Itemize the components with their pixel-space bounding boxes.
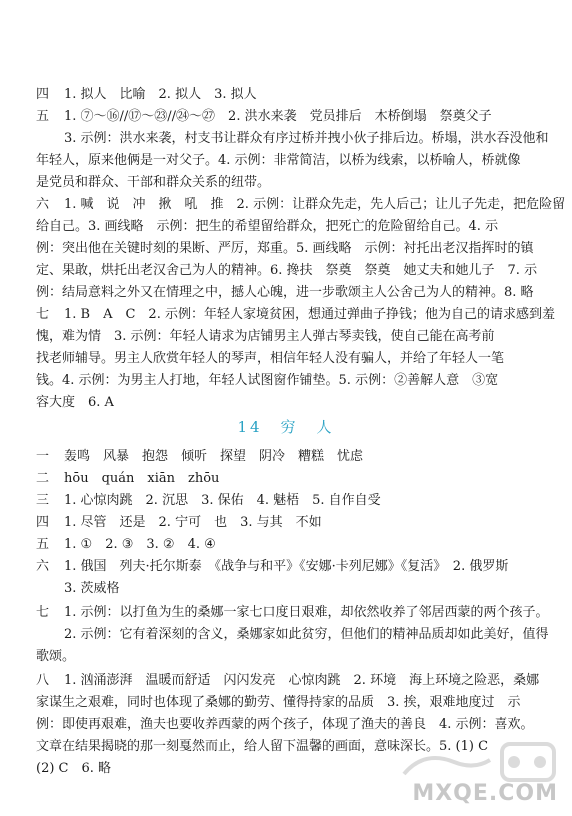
answer-line: 是党员和群众、干部和群众关系的纽带。	[36, 175, 271, 190]
answer-line: 给自己。3. 画线略 示例：把生的希望留给群众，把死亡的危险留给自己。4. 示	[36, 219, 499, 234]
answer-line: 例：突出他在关键时刻的果断、严厉，郑重。5. 画线略 示例：衬托出老汉指挥时的镇	[36, 241, 534, 256]
answer-line: 3. 示例：洪水来袭，村支书让群众有序过桥并拽小伙子排后边。桥塌，洪水吞没他和	[64, 131, 549, 146]
answer-line: 1. B A C 2. 示例：年轻人家境贫困，想通过弹曲子挣钱；他为自己的请求感到羞	[64, 307, 555, 322]
answer-line: 轰鸣 风暴 抱怨 倾听 探望 阴冷 糟糕 忧虑	[64, 449, 364, 464]
answer-line: 歌颂。	[36, 649, 76, 664]
answer-line: 愧，难为情 3. 示例：年轻人请求为店铺男主人弹古琴卖钱，使自己能在高考前	[36, 329, 495, 344]
section-label: 四	[36, 515, 50, 530]
answer-line: 1. 心惊肉跳 2. 沉思 3. 保佑 4. 魅梧 5. 自作自受	[64, 493, 381, 508]
watermark-text: MXQE.COM	[412, 781, 558, 806]
answer-line: 文章在结果揭晓的那一刻戛然而止，给人留下温馨的画面，意味深长。5. (1) C	[36, 739, 489, 754]
section-label: 五	[36, 537, 50, 552]
answer-line: 1. 俄国 列夫·托尔斯泰 《战争与和平》《安娜·卡列尼娜》《复活》 2. 俄罗斯	[64, 559, 509, 574]
answer-line: 1. 汹涌澎湃 温暖而舒适 闪闪发亮 心惊肉跳 2. 环境 海上环境之险恶，桑娜	[64, 673, 540, 688]
section-label: 五	[36, 109, 50, 124]
section-label: 八	[36, 673, 50, 688]
answer-line: 年轻人，原来他俩是一对父子。4. 示例：非常简洁，以桥为线索，以桥喻人，桥就像	[36, 153, 521, 168]
lesson-title: 14 穷 人	[237, 418, 335, 436]
section-label: 七	[36, 307, 50, 322]
section-label: 六	[36, 197, 50, 212]
answer-line: (2) C 6. 略	[36, 761, 112, 776]
answer-line: 钱。4. 示例：为男主人打地，年轻人试图窗作铺垫。5. 示例：②善解人意 ③宽	[36, 373, 499, 388]
section-label: 一	[36, 449, 50, 464]
section-label: 二	[36, 471, 50, 486]
answer-line: 容大度 6. A	[36, 395, 114, 410]
answer-line: 找老师辅导。男主人欣赏年轻人的琴声，相信年轻人没有骗人，并给了年轻人一笔	[36, 351, 505, 366]
answer-line: 1. 喊 说 冲 揪 吼 推 2. 示例：让群众先走，先人后己；让儿子先走，把危险留	[64, 197, 566, 212]
answer-line: 1. 示例：以打鱼为生的桑娜一家七口度日艰难，却依然收养了邻居西蒙的两个孩子。	[64, 605, 549, 620]
section-label: 七	[36, 605, 50, 620]
answer-line: 家谋生之艰难，同时也体现了桑娜的勤劳、懂得持家的品质 3. 挨，艰难地度过 示	[36, 695, 521, 710]
section-label: 四	[36, 87, 50, 102]
section-label: 六	[36, 559, 50, 574]
answer-line: 1. ① 2. ③ 3. ② 4. ④	[64, 537, 216, 552]
answer-line: 3. 茨威格	[64, 581, 120, 596]
answer-line: 例：结局意料之外又在情理之中，撼人心魄，进一步歌颂主人公舍己为人的精神。8. 略	[36, 285, 534, 300]
answer-line: hōu quán xiān zhōu	[64, 471, 220, 486]
answer-line: 定、果敢，烘托出老汉舍己为人的精神。6. 搀扶 祭奠 祭奠 她丈夫和她儿子 7. 示	[36, 263, 538, 278]
answer-line: 1. 拟人 比喻 2. 拟人 3. 拟人	[64, 87, 257, 102]
answer-line: 2. 示例：它有着深刻的含义，桑娜家如此贫穷，但他们的精神品质却如此美好，值得	[64, 627, 549, 642]
answer-line: 1. 尽管 还是 2. 宁可 也 3. 与其 不如	[64, 515, 322, 530]
answer-line: 1. ⑦～⑯//⑰～㉓//㉔～㉗ 2. 洪水来袭 党员排后 木桥倒塌 祭奠父子	[64, 109, 492, 124]
section-label: 三	[36, 493, 50, 508]
answer-line: 例：即使再艰难，渔夫也要收养西蒙的两个孩子，体现了渔夫的善良 4. 示例：喜欢。	[36, 717, 534, 732]
